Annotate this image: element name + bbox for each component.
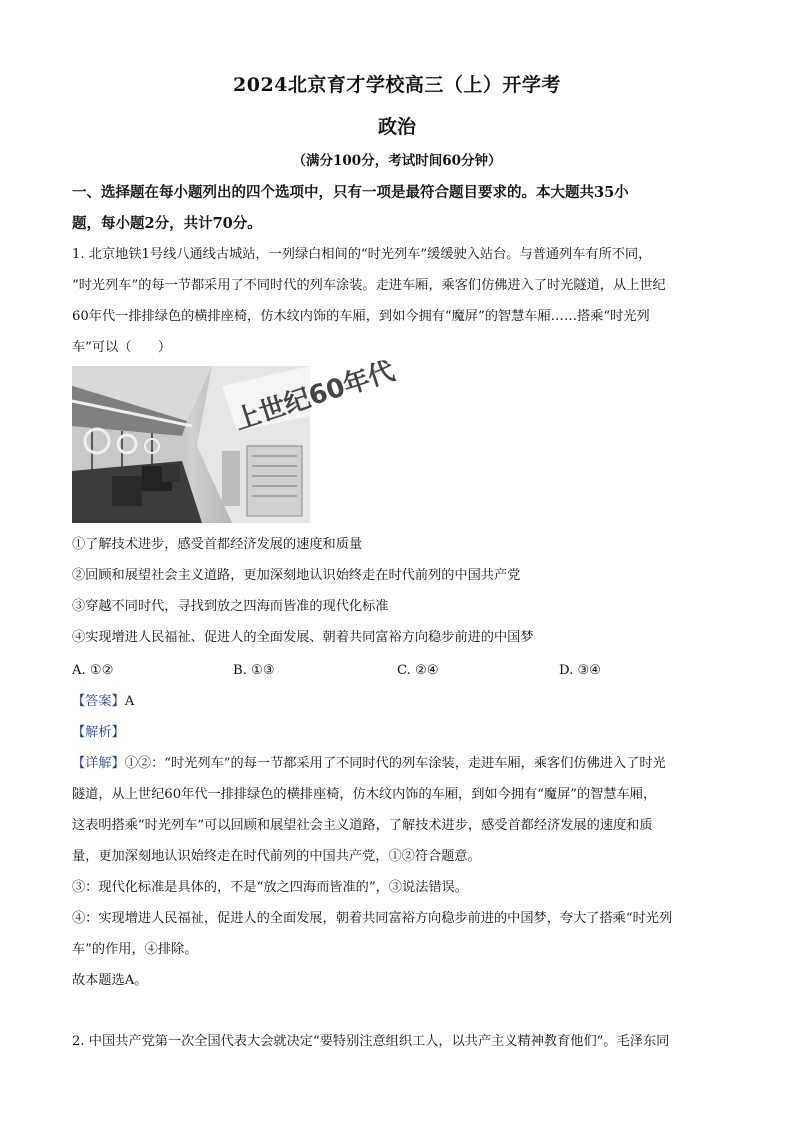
detail-line: ④：实现增进人民福祉，促进人的全面发展，朝着共同富裕方向稳步前进的中国梦，夸大了搭乘“时光列	[72, 911, 673, 926]
section-line: 题，每小题2分，共计70分。	[72, 215, 262, 232]
sign-text: 上世纪60年代	[230, 356, 399, 437]
answer-value: A	[124, 694, 135, 709]
stem-line: “时光列车”的每一节都采用了不同时代的列车涂装。走进车厢，乘客们仿佛进入了时光隧道，从上世纪	[72, 278, 666, 293]
detail-tag: 【详解】	[72, 756, 125, 771]
detail-line: 量，更加深刻地认识始终走在时代前列的中国共产党，①②符合题意。	[72, 849, 481, 864]
detail-text: ①②：“时光列车”的每一节都采用了不同时代的列车涂装，走进车厢，乘客们仿佛进入了时光	[124, 756, 666, 771]
choice-d[interactable]: D. ③④	[559, 663, 602, 678]
detail-line: 车”的作用，④排除。	[72, 942, 198, 957]
stem-line: 60年代一排排绿色的横排座椅，仿木纹内饰的车厢，到如今拥有“魔屏”的智慧车厢……搭乘“时光列	[72, 309, 650, 324]
statement-1: ①了解技术进步，感受首都经济发展的速度和质量	[72, 537, 363, 552]
detail-line: 隧道，从上世纪60年代一排排绿色的横排座椅，仿木纹内饰的车厢，到如今拥有“魔屏”的智慧车厢，	[72, 787, 657, 802]
stem-line: 2. 中国共产党第一次全国代表大会就决定“要特别注意组织工人，以共产主义精神教育他们”。毛泽东同	[72, 1034, 670, 1049]
detail-line: 故本题选A。	[72, 973, 148, 988]
analysis-tag: 【解析】	[72, 725, 125, 740]
train-interior-illustration	[72, 356, 399, 523]
choice-c[interactable]: C. ②④	[397, 663, 439, 678]
choice-a[interactable]: A. ①②	[72, 663, 114, 678]
answer-block	[72, 686, 724, 996]
choice-b[interactable]: B. ①③	[233, 663, 275, 678]
exam-title: 2024北京育才学校高三（上）开学考	[233, 74, 561, 96]
section-line: 一、选择题在每小题列出的四个选项中，只有一项是最符合题目要求的。本大题共35小	[72, 184, 629, 201]
detail-line: ③：现代化标准是具体的，不是“放之四海而皆准的”，③说法错误。	[72, 880, 468, 895]
stem-line: 1. 北京地铁1号线八通线古城站，一列绿白相间的“时光列车”缓缓驶入站台。与普通列车有所不同，	[72, 247, 652, 262]
detail-line	[72, 748, 724, 779]
answer-tag: 【答案】	[72, 694, 125, 709]
section-heading	[72, 177, 722, 239]
question-2-stem	[72, 1026, 724, 1057]
question-1-choices	[72, 655, 724, 686]
train-interior-photo	[72, 356, 399, 523]
answer-line	[72, 686, 724, 717]
analysis-line	[72, 717, 724, 748]
detail-line: 这表明搭乘“时光列车”可以回顾和展望社会主义道路，了解技术进步，感受首都经济发展的速度和质	[72, 818, 653, 833]
statement-3: ③穿越不同时代，寻找到放之四海而皆准的现代化标准	[72, 599, 389, 614]
exam-note: （满分100分，考试时间60分钟）	[292, 153, 502, 169]
statement-2: ②回顾和展望社会主义道路，更加深刻地认识始终走在时代前列的中国共产党	[72, 568, 521, 583]
subject-title: 政治	[377, 116, 416, 138]
statement-4: ④实现增进人民福祉、促进人的全面发展、朝着共同富裕方向稳步前进的中国梦	[72, 630, 534, 645]
stem-line: 车”可以（ ）	[72, 340, 172, 355]
question-1-stem	[72, 239, 724, 363]
question-1-statements	[72, 529, 724, 653]
